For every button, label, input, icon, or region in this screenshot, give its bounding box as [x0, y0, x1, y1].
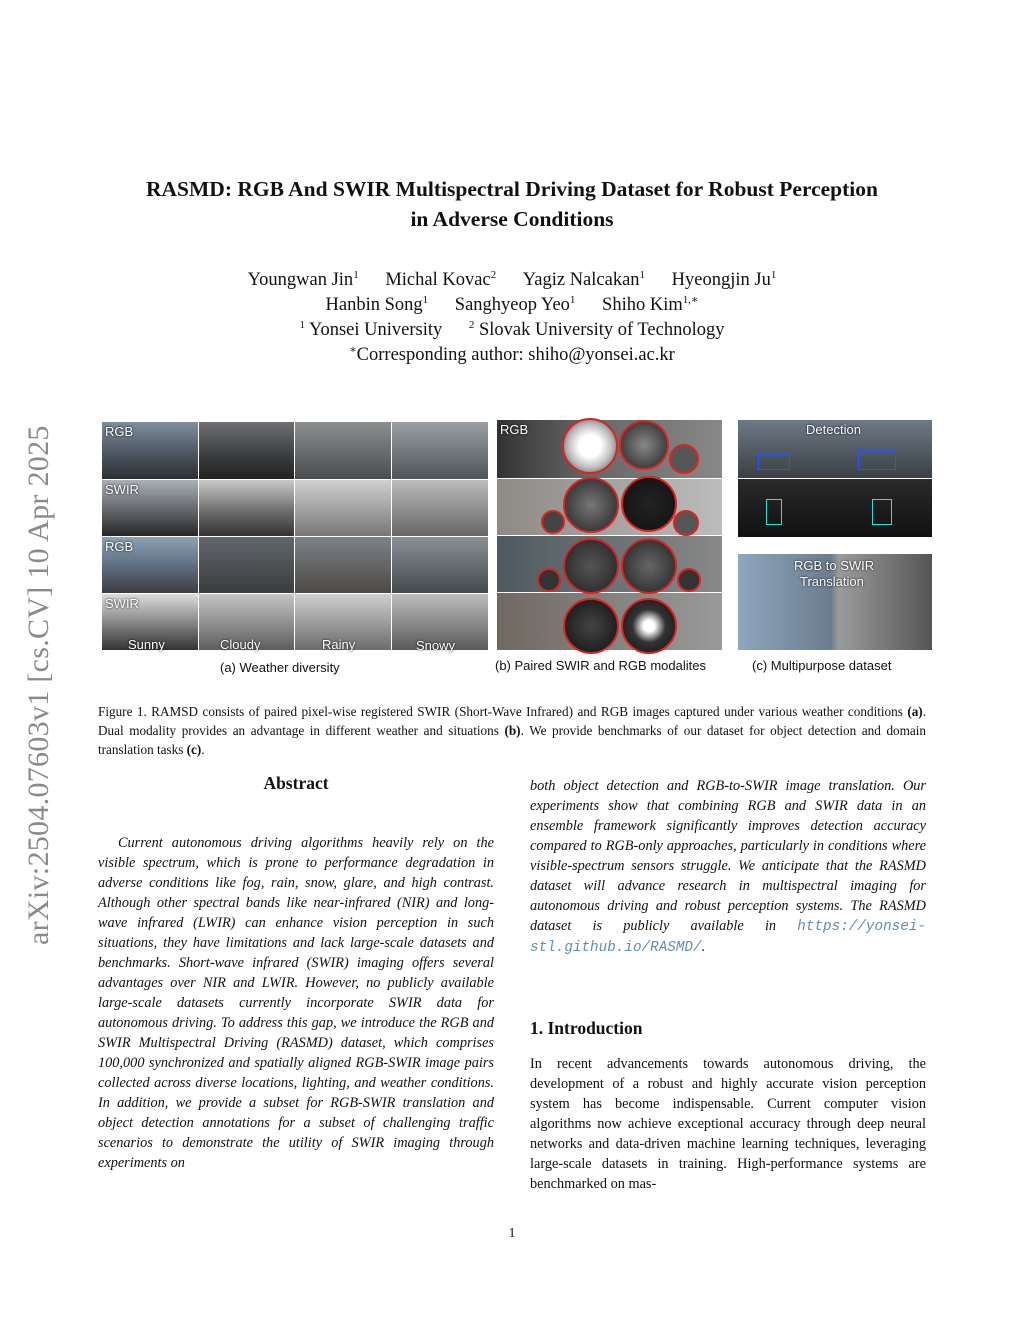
page-number: 1	[508, 1226, 516, 1241]
author	[672, 270, 777, 290]
translation-label: RGB to SWIR	[794, 558, 875, 573]
panel-b-caption: (b) Paired SWIR and RGB modalites	[495, 658, 706, 673]
panel-c-multipurpose	[738, 420, 932, 650]
author-affiliation-mark: 1	[422, 294, 429, 306]
panel-b-paired-modalities	[497, 420, 722, 652]
caption-ref: (c)	[186, 742, 202, 757]
caption-ref: (b)	[504, 723, 521, 738]
image-swir-cloudy	[199, 480, 294, 536]
detection-box	[858, 450, 896, 470]
caption-text: . We provide benchmarks of our dataset for object detection and domain translation tasks	[98, 723, 927, 757]
row-tag: SWIR	[105, 482, 139, 497]
author	[248, 270, 359, 290]
author-row-1	[90, 268, 934, 293]
row-tag: SWIR	[105, 596, 139, 611]
image-rgb-snowy-2	[392, 537, 488, 593]
figure-1	[102, 420, 932, 680]
author-name: Michal Kovac	[385, 270, 491, 290]
affiliation-number: 2	[468, 319, 475, 331]
row-tag: RGB	[105, 424, 134, 439]
image-detection-swir	[738, 479, 932, 537]
zoom-circle	[669, 444, 699, 474]
caption-text: .	[201, 742, 205, 757]
affiliation	[469, 320, 725, 340]
detection-label: Detection	[806, 422, 861, 437]
abstract-continuation-text: both object detection and RGB-to-SWIR image translation. Our experiments show that combining RGB and SWIR data in an ensemble framework significantly improves detection accuracy compared to RGB-only approaches, particularly in conditions where visible-spectrum sensors struggle. We anticipate that the RASMD dataset will advance research in multispectral imaging for autonomous driving and robust perception systems. The RASMD dataset is publicly available in	[530, 778, 926, 934]
author-affiliation-mark: 1,∗	[682, 294, 699, 306]
zoom-circle	[563, 538, 619, 594]
introduction-body: In recent advancements towards autonomous driving, the development of a robust and highly accurate vision perception system has become indispensable. Current computer vision algorithms now achieve exceptional accuracy through deep neural networks and data-driven machine learning techniques, leveraging large-scale datasets in training. High-performance systems are benchmarked on mas-	[530, 1056, 926, 1192]
image-swir-snowy	[392, 480, 488, 536]
author-name: Hanbin Song	[325, 295, 423, 315]
author-affiliation-mark: 1	[770, 269, 777, 281]
image-detection-rgb	[738, 420, 932, 478]
affiliation-number: 1	[299, 319, 305, 331]
weather-label-cloudy: Cloudy	[220, 637, 261, 652]
panel-c-caption: (c) Multipurpose dataset	[752, 658, 892, 673]
author-name: Hyeongjin Ju	[671, 270, 771, 290]
detection-box	[872, 499, 892, 525]
author-name: Sanghyeop Yeo	[454, 295, 570, 315]
affiliation-name: Yonsei University	[308, 320, 443, 340]
author-name: Youngwan Jin	[247, 270, 354, 290]
image-rgb-rainy	[295, 422, 391, 479]
zoom-circle	[619, 420, 669, 470]
arxiv-identifier: arXiv:2504.07603v1 [cs.CV] 10 Apr 2025	[22, 425, 55, 945]
zoom-circle	[537, 568, 561, 592]
affiliations	[90, 318, 934, 343]
corresponding-author	[90, 343, 934, 368]
image-rgb-sunny-2	[102, 537, 198, 593]
image-swir-rainy	[295, 480, 391, 536]
zoom-circle	[673, 510, 699, 536]
image-rgb-cloudy	[199, 422, 294, 479]
author-affiliation-mark: 1	[569, 294, 576, 306]
weather-label-sunny: Sunny	[128, 637, 165, 652]
detection-box	[758, 454, 790, 470]
author	[385, 270, 496, 290]
zoom-circle	[541, 510, 565, 534]
image-rgb-rainy-2	[295, 537, 391, 593]
dataset-link[interactable]: https://yonsei-stl.github.io/RASMD/	[530, 919, 926, 956]
title-line-1: RASMD: RGB And SWIR Multispectral Driving Dataset for Robust Perception	[146, 177, 878, 201]
introduction-heading: 1. Introduction	[530, 1018, 643, 1038]
detection-box	[766, 499, 782, 525]
translation-label: Translation	[800, 574, 864, 589]
zoom-circle	[563, 598, 619, 654]
weather-label-snowy: Snowy	[416, 638, 456, 653]
author-affiliation-mark: 1	[353, 269, 359, 281]
title-line-2: in Adverse Conditions	[410, 207, 614, 231]
author-name: Yagiz Nalcakan	[522, 270, 640, 290]
image-translation	[738, 554, 932, 650]
figure-caption	[98, 702, 926, 759]
affiliation-name: Slovak University of Technology	[478, 320, 725, 340]
author-name: Shiho Kim	[602, 295, 683, 315]
author-affiliation-mark: 1	[639, 269, 646, 281]
paper-title	[90, 174, 934, 234]
panel-a-weather-grid	[102, 422, 488, 653]
corresponding-text: Corresponding author: shiho@yonsei.ac.kr	[356, 345, 675, 365]
panel-a-caption: (a) Weather diversity	[220, 660, 340, 675]
weather-label-rainy: Rainy	[322, 637, 356, 652]
abstract-continuation	[530, 776, 926, 958]
corresponding-mark: ∗	[349, 344, 357, 356]
author-affiliation-mark: 2	[490, 269, 497, 281]
author-row-2	[90, 293, 934, 318]
zoom-circle	[621, 476, 677, 532]
zoom-circle	[621, 538, 677, 594]
image-rgb-cloudy-2	[199, 537, 294, 593]
author	[326, 295, 429, 315]
author-block	[90, 268, 934, 368]
zoom-circle	[562, 418, 618, 474]
image-rgb-sunny	[102, 422, 198, 479]
abstract-body: Current autonomous driving algorithms heavily rely on the visible spectrum, which is prone to performance degradation in adverse conditions like fog, rain, snow, glare, and high contrast. Although other spectral bands like near-infrared (NIR) and long-wave infrared (LWIR) can enhance vision perception in such situations, they have limitations and lack large-scale datasets and benchmarks. Short-wave infrared (SWIR) imaging offers several advantages over NIR and LWIR. However, no publicly available large-scale datasets currently incorporate SWIR data for autonomous driving. To address this gap, we introduce the RGB and SWIR Multispectral Driving (RASMD) dataset, which comprises 100,000 synchronized and spatially aligned RGB-SWIR image pairs collected across diverse locations, lighting, and weather conditions. In addition, we provide a subset for RGB-SWIR translation and object detection annotations for a subset of challenging traffic scenarios to demonstrate the utility of SWIR imaging through experiments on	[98, 835, 494, 1171]
caption-text: . Dual modality provides an advantage in different weather and situations	[98, 704, 926, 738]
zoom-circle	[621, 598, 677, 654]
abstract-end: .	[701, 939, 706, 955]
image-rgb-snowy	[392, 422, 488, 479]
abstract-heading: Abstract	[263, 773, 329, 793]
caption-text: Figure 1. RAMSD consists of paired pixel-wise registered SWIR (Short-Wave Infrared) and RGB images captured under various weather conditions	[98, 704, 908, 719]
author	[523, 270, 645, 290]
affiliation	[299, 320, 442, 340]
author	[602, 295, 698, 315]
row-tag: RGB	[105, 539, 134, 554]
modality-tag: RGB	[500, 422, 529, 437]
image-swir-sunny	[102, 480, 198, 536]
zoom-circle	[563, 477, 619, 533]
zoom-circle	[677, 568, 701, 592]
caption-ref: (a)	[907, 704, 923, 719]
author	[455, 295, 576, 315]
